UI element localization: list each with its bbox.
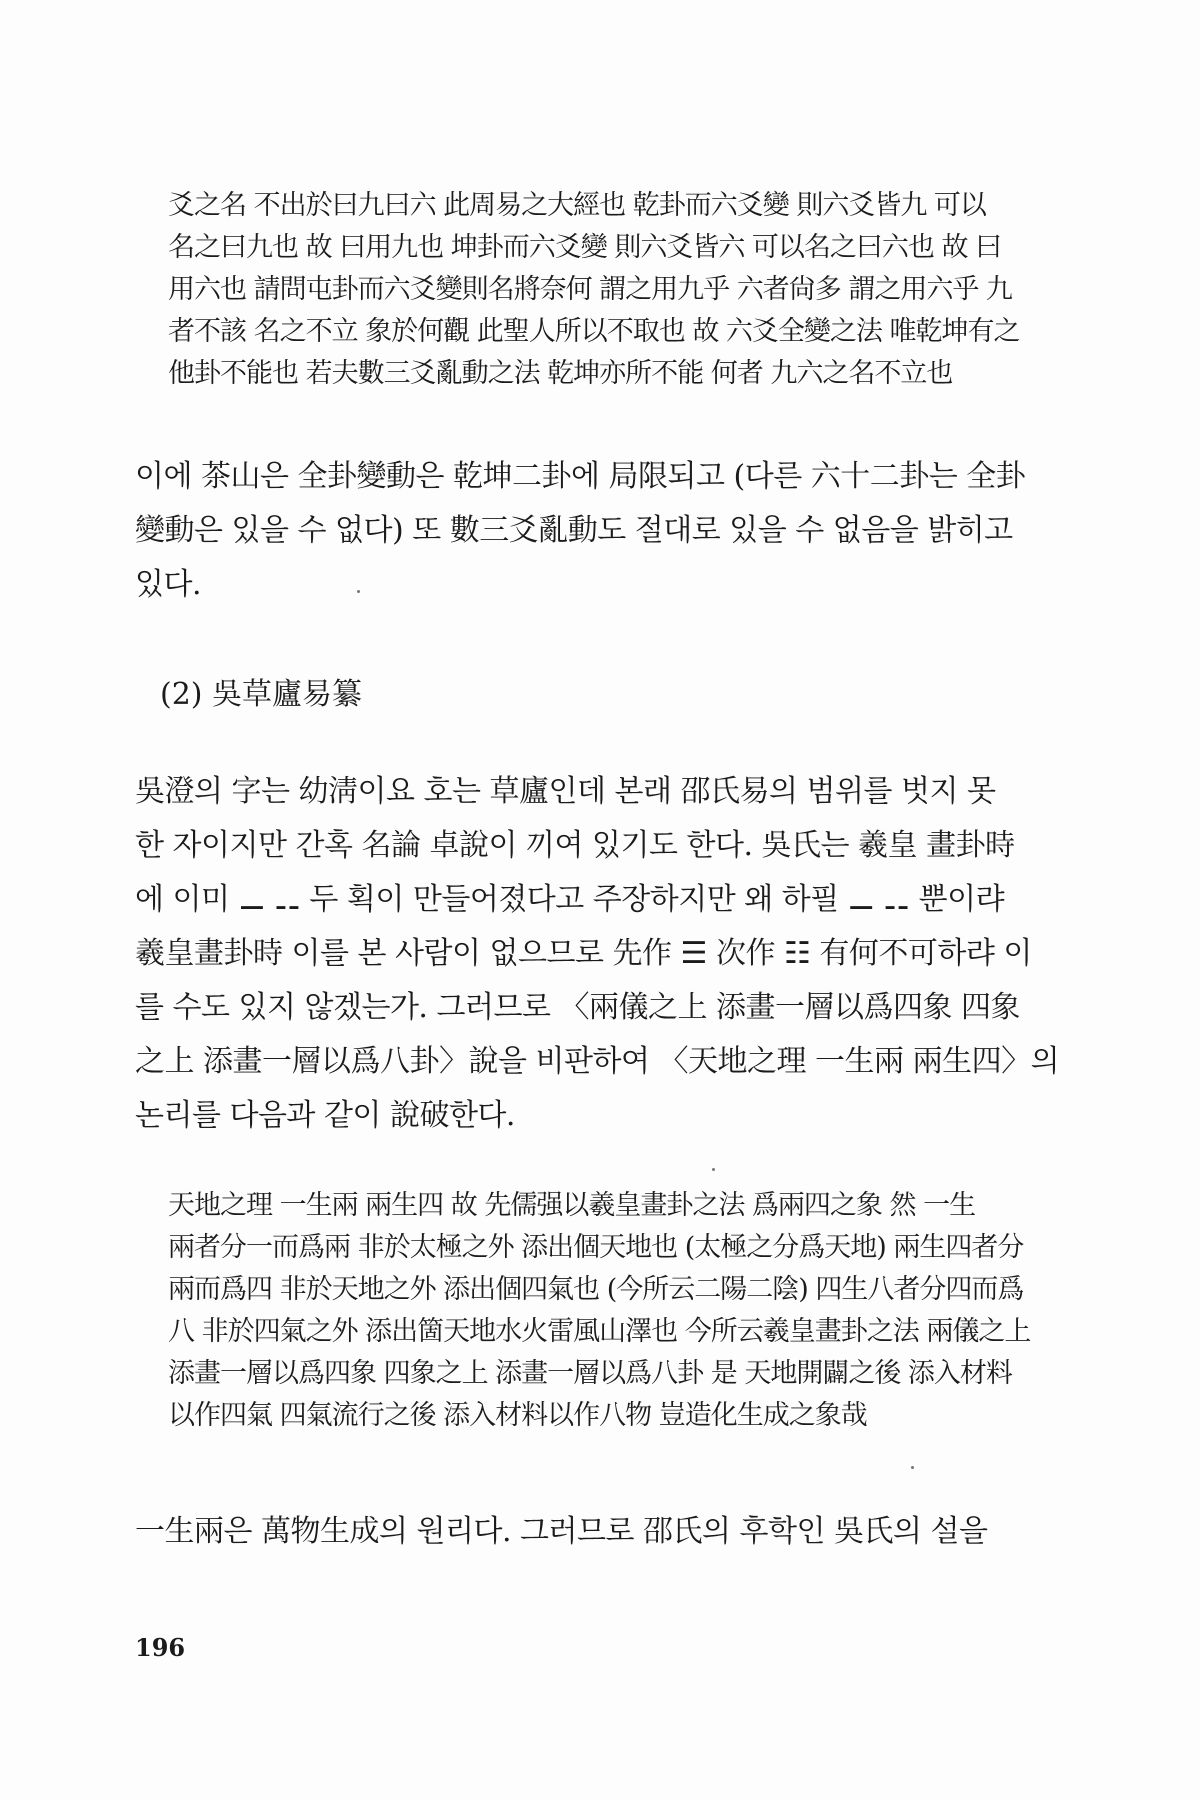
- paragraph-line: 한 자이지만 간혹 名論 卓說이 끼여 있기도 한다. 吳氏는 羲皇 畫卦時: [135, 828, 1015, 863]
- quote-line: 八 非於四氣之外 添出箇天地水火雷風山澤也 今所云羲皇畫卦之法 兩儀之上: [168, 1316, 1031, 1347]
- page-number: 196: [135, 1633, 186, 1662]
- section-heading: (2) 吳草廬易纂: [160, 677, 363, 712]
- paragraph-line: 논리를 다음과 같이 說破한다.: [135, 1098, 515, 1133]
- quote-line: 以作四氣 四氣流行之後 添入材料以作八物 豈造化生成之象哉: [168, 1400, 867, 1431]
- quote-line: 兩者分一而爲兩 非於太極之外 添出個天地也 (太極之分爲天地) 兩生四者分: [168, 1232, 1024, 1263]
- paragraph-line: 一生兩은 萬物生成의 원리다. 그러므로 邵氏의 후학인 吳氏의 설을: [135, 1514, 988, 1549]
- quote-line: 添畫一層以爲四象 四象之上 添畫一層以爲八卦 是 天地開闢之後 添入材料: [168, 1358, 1012, 1389]
- scan-speck: [911, 1466, 914, 1469]
- classical-quote-2: [168, 1185, 1048, 1437]
- paragraph-line: 變動은 있을 수 없다) 또 數三爻亂動도 절대로 있을 수 없음을 밝히고: [135, 513, 1013, 548]
- scan-speck: [712, 1168, 715, 1171]
- paragraph-line: 이에 茶山은 全卦變動은 乾坤二卦에 局限되고 (다른 六十二卦는 全卦: [135, 459, 1026, 494]
- quote-line: 兩而爲四 非於天地之外 添出個四氣也 (今所云二陽二陰) 四生八者分四而爲: [168, 1274, 1024, 1305]
- paragraph-line: 있다.: [135, 567, 201, 602]
- quote-line: 用六也 請問屯卦而六爻變則名將奈何 謂之用九乎 六者尙多 謂之用六乎 九: [168, 274, 1012, 305]
- quote-line: 天地之理 一生兩 兩生四 故 先儒强以羲皇畫卦之法 爲兩四之象 然 一生: [168, 1190, 976, 1221]
- paragraph-2: [135, 765, 1060, 1143]
- quote-line: 他卦不能也 若夫數三爻亂動之法 乾坤亦所不能 何者 九六之名不立也: [168, 358, 953, 389]
- quote-line: 爻之名 不出於曰九曰六 此周易之大經也 乾卦而六爻變 則六爻皆九 可以: [168, 190, 986, 221]
- paragraph-3: [135, 1505, 1035, 1559]
- paragraph-line: 羲皇畫卦時 이를 본 사람이 없으므로 先作 ☰ 次作 ☷ 有何不可하랴 이: [135, 936, 1032, 971]
- quote-line: 名之曰九也 故 曰用九也 坤卦而六爻變 則六爻皆六 可以名之曰六也 故 曰: [168, 232, 1002, 263]
- paragraph-line: 에 이미 ⚊ ⚋ 두 획이 만들어졌다고 주장하지만 왜 하필 ⚊ ⚋ 뿐이랴: [135, 882, 1005, 917]
- scan-speck: [357, 590, 360, 593]
- paragraph-line: 吳澄의 字는 幼淸이요 호는 草廬인데 본래 邵氏易의 범위를 벗지 못: [135, 774, 996, 809]
- classical-quote-1: [168, 185, 1048, 395]
- paragraph-1: [135, 450, 1035, 612]
- quote-line: 者不該 名之不立 象於何觀 此聖人所以不取也 故 六爻全變之法 唯乾坤有之: [168, 316, 1020, 347]
- paragraph-line: 를 수도 있지 않겠는가. 그러므로 〈兩儀之上 添畫一層以爲四象 四象: [135, 990, 1021, 1025]
- paragraph-line: 之上 添畫一層以爲八卦〉說을 비판하여 〈天地之理 一生兩 兩生四〉의: [135, 1044, 1060, 1079]
